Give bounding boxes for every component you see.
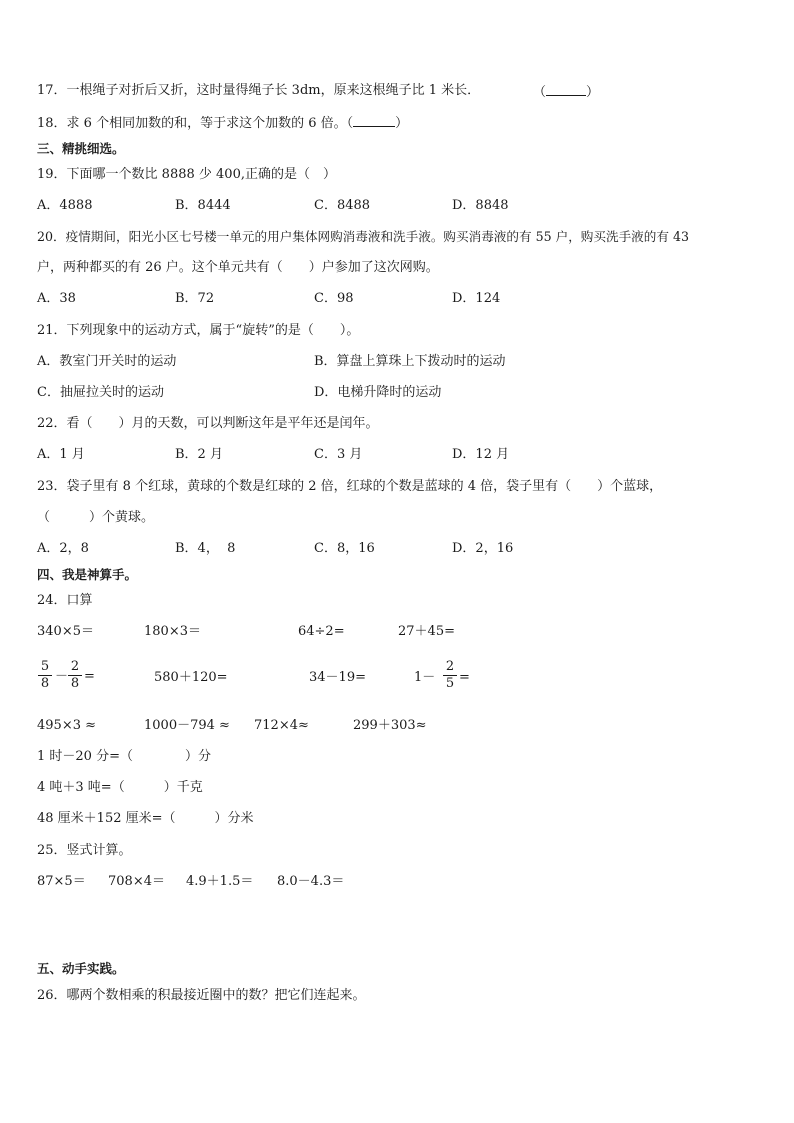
question-24-title: 24．口算 — [37, 593, 93, 608]
question-18: 18．求 6 个相同加数的和，等于求这个加数的 6 倍。（ ） — [37, 113, 408, 133]
minus-sign: － — [55, 669, 69, 684]
question-20-option-b[interactable]: B．72 — [175, 291, 215, 306]
question-17 — [37, 82, 480, 100]
fraction-2-5: 2 5 — [443, 660, 457, 691]
estimate-item: 495×3 ≈ — [37, 718, 97, 733]
question-22-text: 22．看（ ）月的天数，可以判断这年是平年还是闰年。 — [37, 416, 379, 431]
question-19-text: 19．下面哪一个数比 8888 少 400,正确的是（ ） — [37, 167, 336, 182]
question-17-text: 17．一根绳子对折后又折，这时量得绳子长 3dm，原来这根绳子比 1 米长． — [37, 83, 481, 98]
equals-sign: = — [459, 670, 470, 685]
vertical-calc-item: 708×4＝ — [108, 874, 165, 889]
fraction-2-8: 2 8 — [68, 660, 82, 691]
unit-conversion-2: 4 吨＋3 吨=（ ）千克 — [37, 780, 203, 795]
question-19-option-c[interactable]: C．8488 — [314, 198, 371, 213]
question-19-option-a[interactable]: A．4888 — [37, 198, 93, 213]
question-23-line-2: （ ）个黄球。 — [37, 510, 155, 525]
one-minus: 1－ — [414, 670, 436, 685]
question-20-option-c[interactable]: C．98 — [314, 291, 354, 306]
question-21-option-d[interactable]: D．电梯升降时的运动 — [314, 385, 442, 400]
vertical-calc-item: 4.9＋1.5＝ — [186, 874, 254, 889]
oral-calc-item: 180×3＝ — [144, 624, 201, 639]
estimate-item: 299＋303≈ — [353, 718, 427, 733]
oral-calc-item: 580＋120= — [154, 670, 228, 685]
question-22-option-b[interactable]: B．2 月 — [175, 447, 223, 462]
estimate-item: 1000－794 ≈ — [144, 718, 230, 733]
section-3-heading: 三、精挑细选。 — [37, 141, 125, 156]
oral-calc-item: 340×5＝ — [37, 624, 94, 639]
vertical-calc-item: 8.0－4.3＝ — [277, 874, 345, 889]
estimate-item: 712×4≈ — [254, 718, 309, 733]
question-23-option-b[interactable]: B．4， 8 — [175, 541, 236, 556]
question-23-option-a[interactable]: A．2，8 — [37, 541, 89, 556]
oral-calc-item: 27＋45= — [398, 624, 455, 639]
unit-conversion-3: 48 厘米＋152 厘米=（ ）分米 — [37, 811, 254, 826]
question-18-answer-blank[interactable] — [353, 113, 395, 127]
vertical-calc-item: 87×5＝ — [37, 874, 86, 889]
question-20-line-2: 户，两种都买的有 26 户。这个单元共有（ ）户参加了这次网购。 — [37, 260, 439, 275]
question-23-option-c[interactable]: C．8，16 — [314, 541, 375, 556]
question-23-line-1: 23．袋子里有 8 个红球，黄球的个数是红球的 2 倍，红球的个数是蓝球的 4 倍，袋子里有（ ）个蓝球， — [37, 479, 663, 494]
unit-conversion-1: 1 时－20 分=（ ）分 — [37, 749, 211, 764]
question-26-text: 26．哪两个数相乘的积最接近圈中的数？把它们连起来。 — [37, 988, 366, 1003]
question-20-line-1: 20．疫情期间，阳光小区七号楼一单元的用户集体网购消毒液和洗手液。购买消毒液的有 55 户，购买洗手液的有 43 — [37, 229, 689, 244]
question-21-option-b[interactable]: B．算盘上算珠上下拨动时的运动 — [314, 354, 506, 369]
question-20-option-d[interactable]: D．124 — [452, 291, 501, 306]
oral-calc-item: 34－19= — [309, 670, 366, 685]
question-19-option-d[interactable]: D．8848 — [452, 198, 509, 213]
oral-calc-item: 64÷2= — [298, 624, 345, 639]
question-23-option-d[interactable]: D．2，16 — [452, 541, 514, 556]
question-25-title: 25．竖式计算。 — [37, 843, 132, 858]
question-18-text: 18．求 6 个相同加数的和，等于求这个加数的 6 倍。（ — [37, 116, 354, 131]
question-22-option-a[interactable]: A．1 月 — [37, 447, 85, 462]
equals-sign: = — [84, 669, 95, 684]
question-21-option-a[interactable]: A．教室门开关时的运动 — [37, 354, 177, 369]
section-4-heading: 四、我是神算手。 — [37, 567, 138, 582]
fraction-5-8: 5 8 — [38, 660, 52, 691]
question-22-option-d[interactable]: D．12 月 — [452, 447, 510, 462]
question-17-answer-blank[interactable]: （ ） — [533, 82, 599, 102]
question-20-option-a[interactable]: A．38 — [37, 291, 76, 306]
question-22-option-c[interactable]: C．3 月 — [314, 447, 363, 462]
section-5-heading: 五、动手实践。 — [37, 961, 125, 976]
question-21-option-c[interactable]: C．抽屉拉关时的运动 — [37, 385, 164, 400]
question-19-option-b[interactable]: B．8444 — [175, 198, 231, 213]
question-21-text: 21．下列现象中的运动方式，属于“旋转”的是（ ）。 — [37, 323, 360, 338]
